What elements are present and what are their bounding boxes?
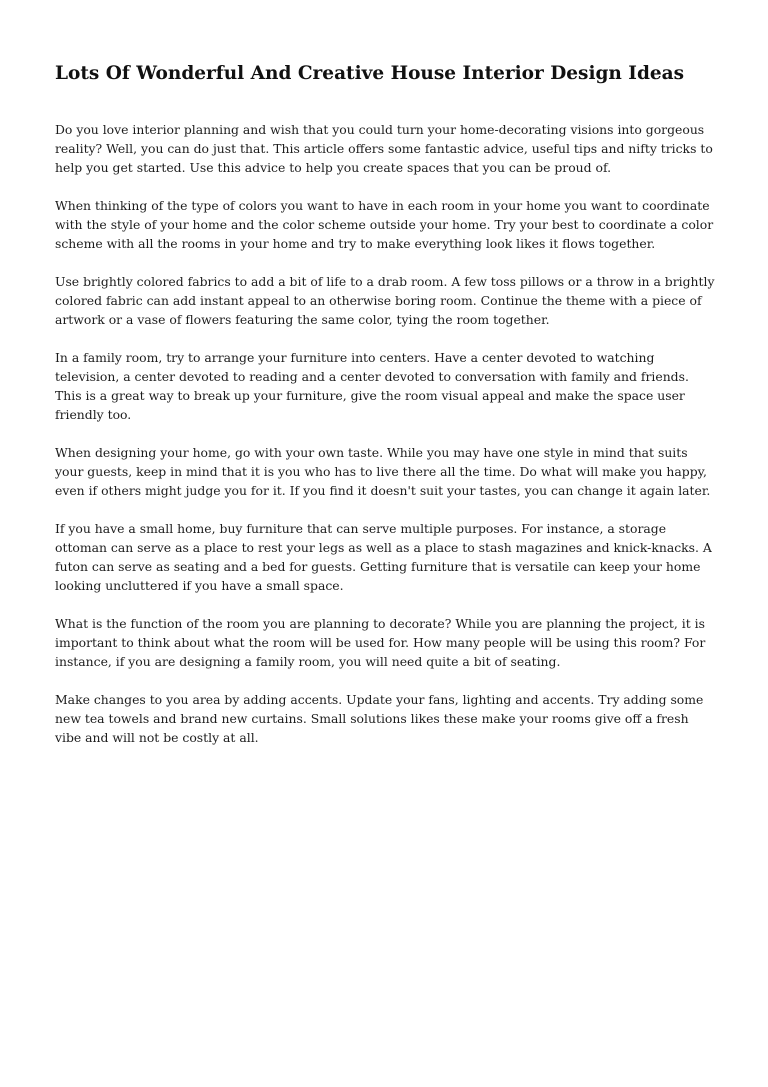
document-title: Lots Of Wonderful And Creative House Interior Design Ideas	[55, 63, 685, 84]
paragraph: Use brightly colored fabrics to add a bit of life to a drab room. A few toss pillows or a throw in a brightly colored fabric can add instant appeal to an otherwise boring room. Continue the theme with a piece of artwork or a vase of flowers featuring the same color, tying the room together.	[55, 274, 715, 327]
document-content	[55, 60, 715, 766]
paragraph: What is the function of the room you are planning to decorate? While you are planning the project, it is important to think about what the room will be used for. How many people will be using this room? For instance, if you are designing a family room, you will need quite a bit of seating.	[55, 616, 706, 669]
document-body	[55, 120, 715, 747]
paragraph: In a family room, try to arrange your furniture into centers. Have a center devoted to watching television, a center devoted to reading and a center devoted to conversation with family and friends. This is a great way to break up your furniture, give the room visual appeal and make the space user friendly too.	[55, 350, 689, 422]
paragraph: When designing your home, go with your own taste. While you may have one style in mind that suits your guests, keep in mind that it is you who has to live there all the time. Do what will make you happy, even if others might judge you for it. If you find it doesn't suit your tastes, you can change it again later.	[55, 445, 711, 498]
paragraph: When thinking of the type of colors you want to have in each room in your home you want to coordinate with the style of your home and the color scheme outside your home. Try your best to coordinate a color scheme with all the rooms in your home and try to make everything look likes it flows together.	[55, 198, 714, 251]
paragraph: If you have a small home, buy furniture that can serve multiple purposes. For instance, a storage ottoman can serve as a place to rest your legs as well as a place to stash magazines and knick-knacks. A futon can serve as seating and a bed for guests. Getting furniture that is versatile can keep your home looking uncluttered if you have a small space.	[55, 521, 712, 593]
paragraph: Make changes to you area by adding accents. Update your fans, lighting and accents. Try adding some new tea towels and brand new curtains. Small solutions likes these make your rooms give off a fresh vibe and will not be costly at all.	[55, 692, 704, 745]
paragraph: Do you love interior planning and wish that you could turn your home-decorating visions into gorgeous reality? Well, you can do just that. This article offers some fantastic advice, useful tips and nifty tricks to help you get started. Use this advice to help you create spaces that you can be proud of.	[55, 122, 713, 175]
